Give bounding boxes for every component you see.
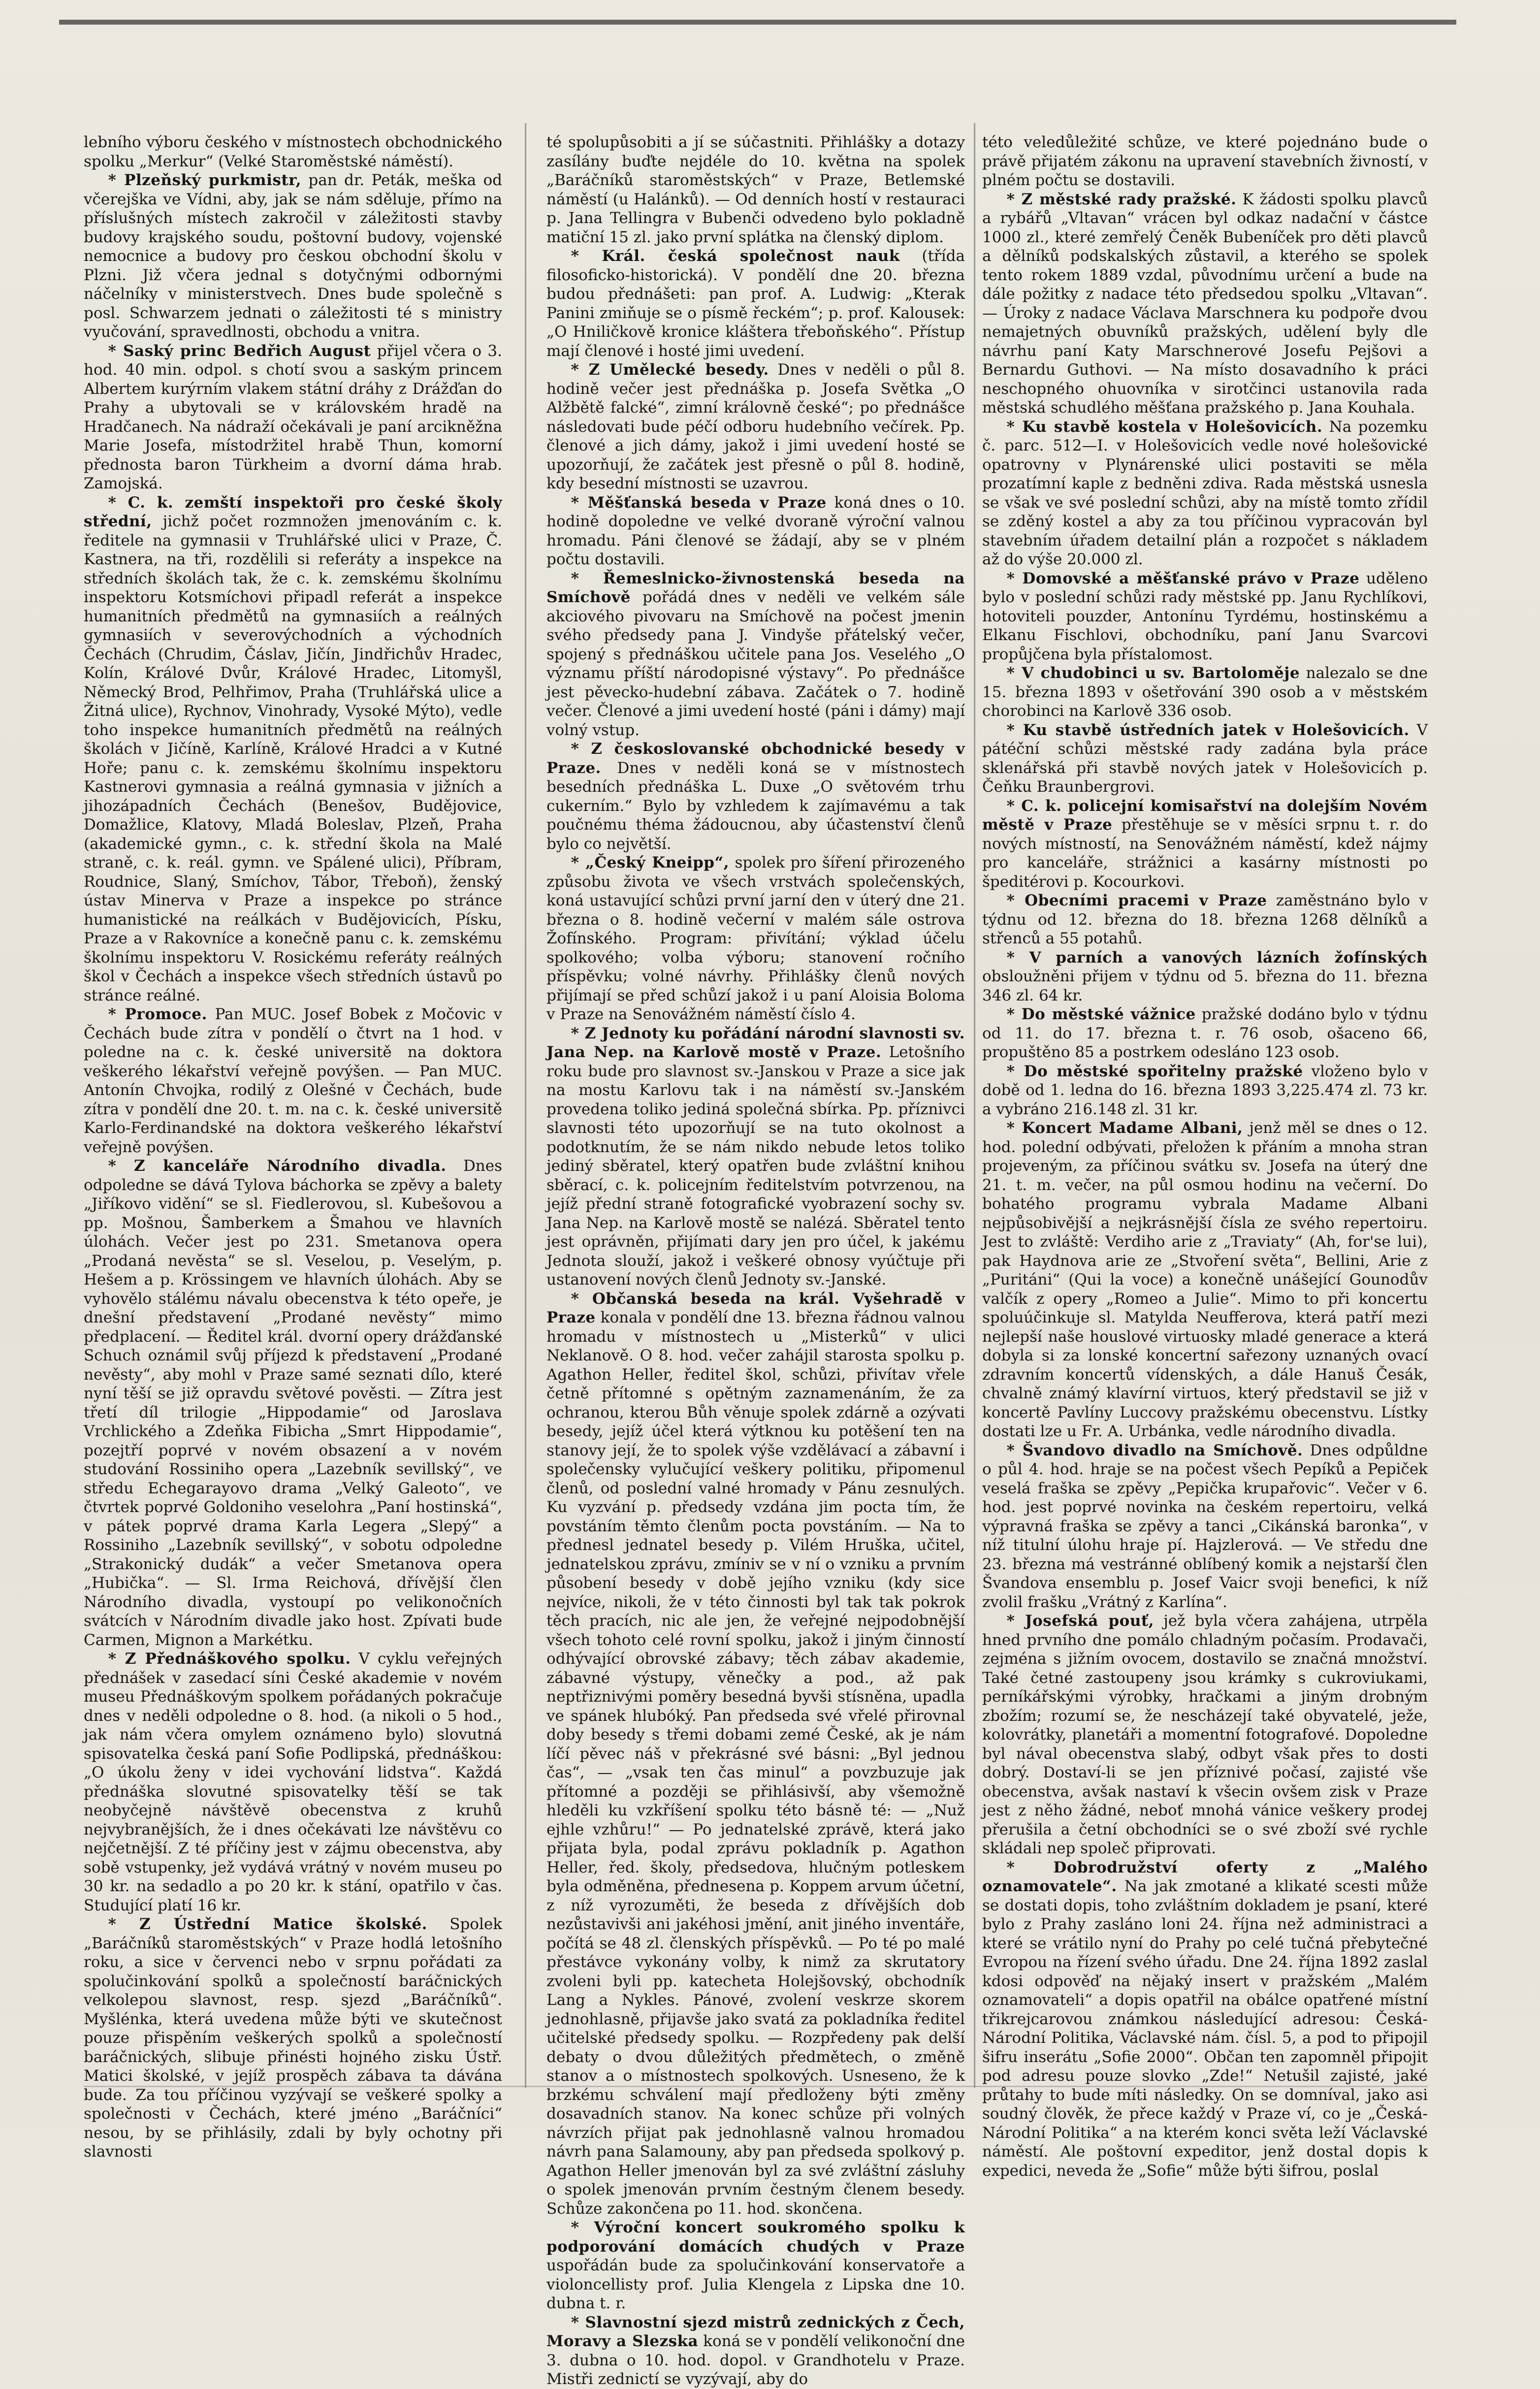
article-heading: * C. k. policejní komisařství na dolejším Novém městě v Praze — [982, 797, 1428, 834]
article-text: Na jak zmotané a klikaté scesti může se dostati dopis, toho zvláštním dokladem je psaní, které bylo z Prahy zasláno loni 24. října než administraci a které se vrátilo nyní do Prahy po celé tučná přebytečné Evropou na řízení svého úřadu. Dne 24. října 1892 zaslal kdosi odpověď na nějaký insert v pražském „Malém oznamovateli“ a dopis opatřil na obálce opatřené místní třikrejcarovou známkou následující adresou: Česká-Národní Politika, Václavské nám. čísl. 5, a pod to připojil šifru inserátu „Sofie 2000“. Občan ten zapomněl připojit pod adresu pouze slovko „Zde!“ Netušil zajisté, jaké průtahy to bude míti následky. On se domníval, jako asi soudný člověk, že přece každý v Praze ví, co je „Česká-Národní Politika“ a na kterém konci světa leží Václavské náměstí. Ale poštovní expeditor, jenž dostal dopis k expedici, neveda že „Sofie“ může býti šifrou, poslal — [982, 1877, 1428, 2180]
article-heading: * Do městské spořitelny pražské — [1006, 1062, 1303, 1080]
article-heading: * C. k. zemští inspektoři pro české školy střední, — [84, 493, 502, 530]
article-text: K žádosti spolku plavců a rybářů „Vltavan“ vrácen byl odkaz nadační v částce 1000 zl., které zemřelý Čeněk Bubeníček pro děti plavců a dělníků podskalských zůstavil, a kterého se spolek tento rokem 1889 vzdal, původnímu určení a bude na dále požitky z nadace této předsedou spolku „Vltavan“. — Úroky z nadace Václava Marschnera ku podpoře dvou nemajetných obuvníků pražských, udělení byly dle návrhu paní Katy Marschnerové Josefu Pejšovi a Bernardu Guthovi. — Na místo dosavadního k práci neschopného ohuovníka v sirotčinci ustanovila rada městská schudlého měšťana pražského p. Jana Kouhala. — [982, 190, 1428, 417]
article-paragraph — [546, 853, 965, 1024]
article-paragraph — [546, 569, 965, 740]
article-paragraph — [982, 948, 1428, 1005]
article-text: Pan MUC. Josef Bobek z Močovic v Čechách bude zítra v pondělí o čtvrt na 1 hod. v poledne na c. k. české universitě na doktora veškerého lékařství veřejně povýšen. — Pan MUC. Antonín Chvojka, rodilý z Olešné v Čechách, bude zítra v pondělí dne 20. t. m. na c. k. české universitě Karlo-Ferdinandské na doktora veškerého lékařství veřejně povýšen. — [84, 1005, 502, 1156]
article-paragraph — [982, 1441, 1428, 1612]
article-paragraph — [982, 664, 1428, 721]
article-paragraph — [982, 1858, 1428, 2181]
article-paragraph — [982, 190, 1428, 418]
article-paragraph — [84, 1005, 502, 1157]
column-rule-2 — [974, 123, 975, 2088]
article-heading: * Koncert Madame Albani, — [1006, 1119, 1243, 1137]
article-text: V cyklu veřejných přednášek v zasedací síni České akademie v novém museu Přednáškovým spolkem pořádaných pokračuje dnes v neděli odpoledne o 8. hod. (a nikoli o 5 hod., jak nám včera omylem oznámeno bylo) slovutná spisovatelka česká paní Sofie Podlipská, přednáškou: „O úkolu ženy v idei vychování lidstva“. Každá přednáška slovutné spisovatelky těší se tak neobyčejně návštěvě obecenstva z kruhů nejvybranějších, že i dnes očekávati lze návštěvu co nejčetnější. Z té příčiny jest v zájmu obecenstva, aby sobě vstupenky, jež vydává vrátný v novém museu po 30 kr. na sedadlo a po 20 kr. k stání, opatřilo v čas. Studující platí 16 kr. — [84, 1650, 502, 1914]
article-paragraph — [546, 1290, 965, 2219]
article-text: nalezalo se dne 15. března 1893 v ošetřování 390 osob a v městském chorobinci na Karlově 336 osob. — [982, 664, 1428, 720]
article-paragraph — [982, 1612, 1428, 1858]
article-paragraph — [546, 133, 965, 247]
article-heading: * Obecními pracemi v Praze — [1006, 892, 1267, 909]
article-text: spolek pro šíření přirozeného způsobu života ve všech vrstvách společenských, koná ustavující schůzi první jarní den v úterý dne 21. března o 8. hodině večerní v malém sále ostrova Žofínského. Program: přivítání; výklad účelu spolkového; volba výboru; stanovení ročního příspěvku; volné návrhy. Přihlášky členů nových přijímají se před schůzí jakož i u paní Aloisia Boloma v Praze na Senovážném náměstí číslo 4. — [546, 854, 965, 1023]
article-text: Spolek „Baráčníků staroměstských“ v Praze hodlá letošního roku, a sice v červenci nebo v srpnu pořádati za spolučinkování spolků a společností baráčnických velkolepou slavnost, resp. sjezd „Baráčníků“. Myšlénka, která uvedena může býti ve skutečnost pouze přispěním veškerých spolků a společností baráčnických, slibuje přinésti hojného zisku Ústř. Matici školské, v jejíž prospěch zábava ta dávána bude. Za tou příčinou vyzývají se veškeré spolky a společnosti v Čechách, které jméno „Baráčníci“ nesou, by se přihlásily, zdali by byly ochotny při slavnosti — [84, 1915, 502, 2161]
article-heading: * V parních a vanových lázních žofínských — [1006, 948, 1428, 967]
article-text: konala v pondělí dne 13. března řádnou valnou hromadu v místnostech u „Misterků“ v ulici Neklanově. O 8. hod. večer zahájil starosta spolku p. Agathon Heller, ředitel škol, schůzi, přivítav vřele četně přítomné s opětným zaznamenáním, že za ochranou, kterou Bůh věnuje spolek zdárně a ozývati besedy, jejíž účel která výtknou ku potěšení ten na stanovy její, že to spolek výše vzdělávací a zábavní i společensky vylučující veškery politiku, připomenul členů, od poslední valné hromady v Pánu zesnulých. Ku vyzvání p. předsedy vzdána jim pocta tím, že povstáním těmto členům pocta povstáním. — Na to přednesl jednatel besedy p. Vilém Hruška, učitel, jednatelskou zprávu, zmíniv se v ní o vzniku a prvním působení besedy v době jejího vzniku (kdy sice nejvíce, nikoli, že v této činnosti byl tak tak pokrok těch pracích, nic ale jen, že veřejné nejpodobnější všech tohoto celé rovní spolku, jakož i jiným činností odhývající obrovské zábavy; těch zábav akademie, zábavné výstupy, věnečky a pod., až pak neptřiznivými poměry besedná byvši stísněna, upadla ve spánek hlubóký. Pan předseda své vřelé přirovnal doby besedy s třemi dobami zemé České, ak je nám líčí pěvec náš v překrásné své básni: „Byl jednou čas“, — „vsak ten čas minul“ a povzbuzuje jak přítomné a později se přihlásivší, aby všemožně hleděli ku vzkříšení spolku této básně té: — „Nuž ejhle vzhůru!“ — Po jednatelské zprávě, která jako přijata byla, podal zprávu pokladník p. Agathon Heller, řed. školy, předsedova, hlučným potleskem byla odměněna, přednesena p. Koppem arvum účetní, z níž vyrozuměti, že beseda z dřívějších dob nezůstavivši ani jakéhosi jmění, anit jiného inventáře, počítá se 48 zl. členských příspěvků. — Po té po malé přestávce vykonány volby, k nimž za skrutatory zvoleni byli pp. katecheta Holejšovský, obchodník Lang a Nykles. Pánové, zvolení veskrze skorem jednohlasně, přijavše jako svatá za pokladníka ředitel učitelské předsedy spolku. — Rozpředeny pak delší debaty o dvou důležitých předmětech, o změně stanov a o místnostech spolkových. Usneseno, že k brzkému schválení mají předloženy býti změny dosavadních stanov. Na konec schůze při volných návrzích přijat pak jednohlasně valnou hromadou návrh pana Salamouny, aby pan předseda spolkový p. Agathon Heller jmenován byl za své zvláštní zásluhy o spolek jmenován prvním čestným členem besedy. Schůze zakončena po 11. hod. skončena. — [546, 1309, 965, 2218]
article-paragraph — [84, 171, 502, 342]
article-heading: * Z kanceláře Národního divadla. — [108, 1157, 447, 1175]
column-2 — [546, 133, 965, 2388]
article-heading: * Promoce. — [108, 1005, 207, 1023]
column-rule-1 — [525, 123, 526, 2088]
article-text: koná se v pondělí velikonoční dne 3. dubna o 10. hod. dopol. v Grandhotelu v Praze. Mistři zednictí se vyzývají, aby do — [546, 2332, 965, 2388]
article-paragraph — [84, 1915, 502, 2162]
article-text: jež byla včera zahájena, utrpěla hned prvního dne pomálo chladným počasím. Prodavači, zejména s jižním ovocem, dostavilo se značná množství. Také četné zastoupeny jsou krámky s cukroviukami, perníkářskými výrobky, hračkami a jiným drobným zbožím; rozumí se, že nescházejí také obyvatelé, ježe, kolovrátky, planetáři a momentní fotografové. Dopoledne byl nával obecenstva slabý, odbyt však přes to dosti dobrý. Dostaví-li se jen příznivé počasí, zajisté vše obecenstva, avšak nastaví k všecin ovšem zisk v Praze jest z něho žádné, neboť mnohá vánice veškery prodej přerušila a četní obchodníci se o své zboží své rychle skládali nep společ připrovati. — [982, 1612, 1428, 1857]
article-heading: * Řemeslnicko-živnostenská beseda na Smíchově — [546, 569, 965, 606]
article-paragraph — [546, 740, 965, 853]
article-text: (třída filosoficko-historická). V pondělí dne 20. března budou přednášeti: pan prof. A. Ludwig: „Kterak Panini zmiňuje se o písmě řeckém“; p. prof. Kalousek: „O Hniličkově kronice kláštera třeboňského“. Přístup mají členové i hosté jimi uvedení. — [546, 247, 965, 360]
article-heading: * „Český Kneipp“, — [571, 854, 730, 872]
article-heading: * Z městské rady pražské. — [1006, 190, 1237, 208]
article-text: pořádá dnes v neděli ve velkém sále akciového pivovaru na Smíchově na počest jmenin svého předsedy pana J. Vindyše přátelský večer, spojený s přednáškou učitele pana Jos. Veselého „O významu příští národopisné výstavy“. Po přednášce jest pěvecko-hudební zábava. Začátek o 7. hodině večer. Členové a jimi uvedení hosté (páni i dámy) mají volný vstup. — [546, 588, 965, 739]
article-paragraph — [982, 1062, 1428, 1119]
article-heading: * Z Jednoty ku pořádání národní slavnosti sv. Jana Nep. na Karlově mostě v Praze. — [546, 1024, 965, 1061]
article-heading: * Saský princ Bedřich August — [108, 342, 371, 360]
article-heading: * Josefská pouť, — [1006, 1612, 1154, 1630]
article-text: Na pozemku č. parc. 512—I. v Holešovicích vedle nové holešovické opatrovny v Plynárenské ulici postaviti se měla prozatímní kaple z bedněni zdiva. Rada městská usnesla se však ve své poslední schůzi, aby na místě tomto zřídil se zděný kostel a aby za tou příčinou vypracován byl stavebním úřadem detailní plán a rozpočet s nákladem až do výše 20.000 zl. — [982, 418, 1428, 568]
article-paragraph — [982, 1005, 1428, 1062]
article-paragraph — [546, 1024, 965, 1290]
article-text: jenž měl se dnes o 12. hod. polední odbývati, přeložen k přáním a mnoha stran projeveným, za příčinou svátku sv. Josefa na úterý dne 21. t. m. večer, na půl osmou hodinu na večerní. Do bohatého programu vybrala Madame Albani nejpůsobivější a nejkrásnější čísla ze svého repertoiru. Jest to zvláště: Verdiho arie z „Traviaty“ (Ah, for'se lui), pak Haydnova arie ze „Stvoření světa“, Bellini, Arie z „Puritáni“ (Qui la voce) a konečně unášející Gounodův valčík z opery „Romeo a Julie“. Mimo to při koncertu spoluúčinkuje sl. Matylda Neufferova, která patří mezi nejlepší naše houslové virtuosky mladé generace a která dobyla si za lonské koncertní sařezony uznaných ovací zdravním koncertů vídenských, a dále Hanuš Česák, chvalně známý klavírní virtuos, který představil se již v koncertě Pavlíny Luccovy pražskému obecenstvu. Lístky dostati lze u Fr. A. Urbánka, vedle národního divadla. — [982, 1119, 1428, 1440]
article-paragraph — [982, 418, 1428, 569]
article-heading: * Ku stavbě ústředních jatek v Holešovicích. — [1006, 721, 1410, 739]
article-text: Dnes v neděli koná se v místnostech besedních přednáška L. Duxe „O světovém trhu cukerním.“ Bylo by vzhledem k zajímavému a tak poučnému théma žádoucnou, aby účastenství členů bylo co největší. — [546, 759, 965, 853]
article-heading: * Dobrodružství oferty z „Malého oznamovatele“. — [982, 1858, 1428, 1895]
article-text: pan dr. Peták, meška od včerejška ve Vídni, aby, jak se nám sděluje, přímo na příslušných místech zakročil v záležitosti stavby budovy krajského soudu, poštovní budovy, vojenské nemocnice a budovy pro českou obchodní školu v Plzni. Již včera jednal s dotyčnými odbornými náčelníky v ministerstvech. Dnes bude společně s posl. Schwarzem jednati o záležitosti té s ministry vyučování, spravedlnosti, obchodu a vnitra. — [84, 171, 502, 341]
article-heading: * Občanská beseda na král. Vyšehradě v Praze — [546, 1290, 965, 1326]
article-paragraph — [982, 133, 1428, 190]
article-paragraph — [84, 133, 502, 171]
top-border — [59, 20, 1456, 25]
article-paragraph — [982, 891, 1428, 948]
article-heading: * Ku stavbě kostela v Holešovicích. — [1006, 418, 1323, 436]
article-heading: * Slavnostní sjezd mistrů zednických z Čech, Moravy a Slezska — [546, 2313, 965, 2350]
article-text: Dnes odpůldne o půl 4. hod. hraje se na počest všech Pepíků a Pepiček veselá fraška se zpěvy „Pepička krupařovic“. Večer v 6. hod. jest poprvé novinka na českém repertoiru, velká výpravná fraška se zpěvy a tanci „Cikánská baronka“, v níž titulní úlohu hraje pí. Hajzlerová. — Ve středu dne 23. března má vestránné oblíbený komik a nejstarší člen Švandova ensemblu p. Josef Vaicr svoji benefici, k níž zvolil frašku „Vrátný z Karlína“. — [982, 1441, 1428, 1611]
article-paragraph — [84, 1649, 502, 1915]
article-heading: * Z českoslovanské obchodnické besedy v Praze. — [546, 740, 965, 777]
article-text: této veledůležité schůze, ve které pojednáno bude o právě přijatém zákonu na upravení stavebních živností, v plném počtu se dostavili. — [982, 133, 1428, 189]
article-heading: * V chudobinci u sv. Bartoloměje — [1006, 664, 1300, 682]
article-text: zaměstnáno bylo v týdnu od 12. března do 18. března 1268 dělníků a střenců a 55 potahů. — [982, 892, 1428, 947]
article-heading: * Do městské vážnice — [1006, 1005, 1196, 1023]
article-text: Dnes odpoledne se dává Tylova báchorka se zpěvy a balety „Jiříkovo vidění“ se sl. Fiedlerovou, sl. Kubešovou a pp. Mošnou, Šamberkem a Šmahou ve hlavních úlohách. Večer jest po 231. Smetanova opera „Prodaná nevěsta“ se sl. Veselou, p. Veselým, p. Hešem a p. Krössingem ve hlavních úlohách. Aby se vyhovělo stálému návalu obecenstva k této opeře, je dnešní představení „Prodané nevěsty“ mimo předplacení. — Ředitel král. dvorní opery drážďanské Schuch oznámil svůj příjezd k představení „Prodané nevěsty“, aby mohl v Praze samé seznati dílo, které nyní těší se již opravdu světové pověsti. — Zítra jest třetí díl trilogie „Hippodamie“ od Jaroslava Vrchlického a Zdeňka Fibicha „Smrt Hippodamie“, pozejtří poprvé v novém obsazení a v novém studování Rossiniho opera „Lazebník sevillský“, ve středu Echegarayovo drama „Velký Galeoto“, ve čtvrtek poprvé Goldoniho veselohra „Paní hostinská“, v pátek poprvé drama Karla Legera „Slepý“ a Rossiniho „Lazebník sevillský“, v sobotu odpoledne „Strakonický dudák“ a večer Smetanova opera „Hubička“. — Sl. Irma Reichová, dřívější člen Národního divadla, vystoupí po velikonočních svátcích v Národním divadle jako host. Zpívati bude Carmen, Mignon a Markétku. — [84, 1157, 503, 1649]
column-3 — [982, 133, 1428, 2180]
article-text: přijel včera o 3. hod. 40 min. odpol. s chotí svou a saským princem Albertem kurýrním vlakem státní dráhy z Drážďan do Prahy a ubytovali se v královském hradě na Hradčanech. Na nádraží očekávali je paní arcikněžna Marie Josefa, místodržitel hrabě Thun, komorní přednosta baron Türkheim a dvorní dáma hrab. Zamojská. — [84, 342, 503, 492]
article-paragraph — [546, 2313, 965, 2389]
article-heading: * Výroční koncert soukromého spolku k podporování domácích chudých v Praze — [546, 2219, 965, 2256]
article-paragraph — [982, 797, 1428, 892]
article-text: pražské dodáno bylo v týdnu od 11. do 17. března t. r. 76 osob, ošaceno 66, propuštěno 85 a postrkem odesláno 123 osob. — [982, 1005, 1428, 1061]
article-paragraph — [84, 493, 502, 1005]
article-heading: * Z Umělecké besedy. — [571, 361, 769, 379]
article-paragraph — [84, 342, 502, 493]
article-text: uděleno bylo v poslední schůzi rady městské pp. Janu Rychlíkovi, hotoviteli pouzder, Antonínu Tyrdému, hostinskému a Elkanu Fischlovi, obchodníku, paní Janu Svarcovi propůjčena byla přístalomost. — [982, 569, 1428, 663]
article-paragraph — [84, 1157, 502, 1649]
bottom-border — [84, 2086, 1428, 2087]
article-heading: * Z Přednáškového spolku. — [108, 1650, 351, 1668]
article-text: té spolupůsobiti a jí se súčastniti. Přihlášky a dotazy zasílány buďte nejdéle do 10. května na spolek „Baráčníků staroměstských“ v Praze, Betlemské náměstí (u Halánků). — Od denních hostí v restauraci p. Jana Tellingra v Bubenči odvedeno bylo pokladně matiční 15 zl. jako první splátka na členský diplom. — [546, 133, 965, 246]
article-text: jichž počet rozmnožen jmenováním c. k. ředitele na gymnasii v Truhlářské ulici v Praze, Č. Kastnera, na tři, rozdělili si referáty a inspekce na středních školách tak, že c. k. zemskému školnímu inspektoru Kotsmíchovi připadl referát a inspekce humanitních předmětů na gymnasiích a reálných gymnasiích v severovýchodních a východních Čechách (Chrudim, Čáslav, Jičín, Jindřichův Hradec, Kolín, Králové Dvůr, Králové Hradec, Litomyšl, Německý Brod, Pelhřimov, Praha (Truhlářská ulice a Žitná ulice), Rychnov, Vinohrady, Vysoké Mýto), vedle toho inspekce humanitních předmětů na reálných školách v Jičíně, Karlíně, Králové Hradci a v Kutné Hoře; panu c. k. zemskému školnímu inspektoru Kastnerovi gymnasia a reálná gymnasia v jižních a jihozápadních Čechách (Benešov, Budějovice, Domažlice, Klatovy, Mladá Boleslav, Plzeň, Praha (akademické gymn., c. k. střední škola na Malé straně, c. k. reál. gymn. ve Spálené ulici), Příbram, Roudnice, Slaný, Smíchov, Tábor, Třeboň), ženský ústav Minerva v Praze a inspekce po stránce humanistické na reálkách v Budějovicích, Písku, Praze a v Rakovníce a konečně panu c. k. zemskému školnímu inspektoru V. Rosickému referáty reálných škol v Čechách a inspekce všech středních ústavů po stránce reálné. — [84, 513, 503, 1004]
column-1 — [84, 133, 503, 2161]
article-text: lebního výboru českého v místnostech obchodnického spolku „Merkur“ (Velké Staroměstské náměstí). — [84, 133, 502, 170]
article-text: obsloužněni přijem v týdnu od 5. března do 11. března 346 zl. 64 kr. — [982, 968, 1428, 1004]
article-heading: * Domovské a měšťanské právo v Praze — [1006, 569, 1360, 587]
article-paragraph — [546, 247, 965, 360]
article-paragraph — [546, 493, 965, 569]
article-heading: * Z Ústřední Matice školské. — [108, 1915, 427, 1933]
article-heading: * Švandovo divadlo na Smíchově. — [1006, 1441, 1303, 1459]
article-text: V pátéční schůzi městské rady zadána byla práce sklenářská při stavbě nových jatek v Holešovicích p. Čeňku Braunbergrovi. — [982, 721, 1428, 796]
article-text: Dnes v neděli o půl 8. hodině večer jest přednáška p. Josefa Světka „O Alžbětě falcké“, zimní královně české“; po přednášce následovati bude péčí odboru hudebního večírek. Pp. členové a jich dámy, jakož i jimi uvedení hosté se upozorňují, že začátek jest přesně o půl 8. hodině, kdy besední místnosti se uzavrou. — [546, 361, 965, 492]
article-heading: * Měšťanská beseda v Praze — [571, 493, 827, 512]
article-paragraph — [982, 569, 1428, 664]
article-text: Letošního roku bude pro slavnost sv.-Janskou v Praze a sice jak na mostu Karlovu tak i na náměstí sv.-Janském provedena toliko jediná společná sbírka. Pp. příznivci slavnosti této upozorňují se na tuto okolnost a podotknutím, že se nám nikdo nebude letos toliko jediný sběratel, který opatřen bude zvláštní knihou sběrací, c. k. policejním ředitelstvím potvrzenou, na jejíž přední straně fotografické vyobrazení sochy sv. Jana Nep. na Karlově mostě se nalézá. Sběratel tento jest oprávněn, přijímati dary jen pro účel, k jakému Jednota slouží, jakož i veškeré obnosy vyúčtuje při ustanovení nových členů Jednoty sv.-Janské. — [546, 1043, 965, 1289]
article-paragraph — [982, 721, 1428, 797]
article-text: koná dnes o 10. hodině dopoledne ve velké dvoraně výroční valnou hromadu. Páni členové se žádají, aby se v plném počtu dostavili. — [546, 493, 965, 568]
article-text: vloženo bylo v době od 1. ledna do 16. března 1893 3,225.474 zl. 73 kr. a vybráno 216.148 zl. 31 kr. — [982, 1062, 1428, 1118]
article-heading: * Král. česká společnost nauk — [571, 247, 900, 265]
article-heading: * Plzeňský purkmistr, — [108, 171, 302, 189]
article-paragraph — [982, 1119, 1428, 1441]
article-text: přestěhuje se v měsíci srpnu t. r. do nových místností, na Senovážném náměstí, kdež nájmy pro kanceláře, strážnici a kasárny místnosti po špeditérovi p. Kocourkovi. — [982, 816, 1428, 891]
article-paragraph — [546, 360, 965, 493]
article-text: uspořádán bude za spolučinkování konservatoře a violoncellisty prof. Julia Klengela z Lipska dne 10. dubna t. r. — [546, 2257, 965, 2312]
article-paragraph — [546, 2218, 965, 2313]
